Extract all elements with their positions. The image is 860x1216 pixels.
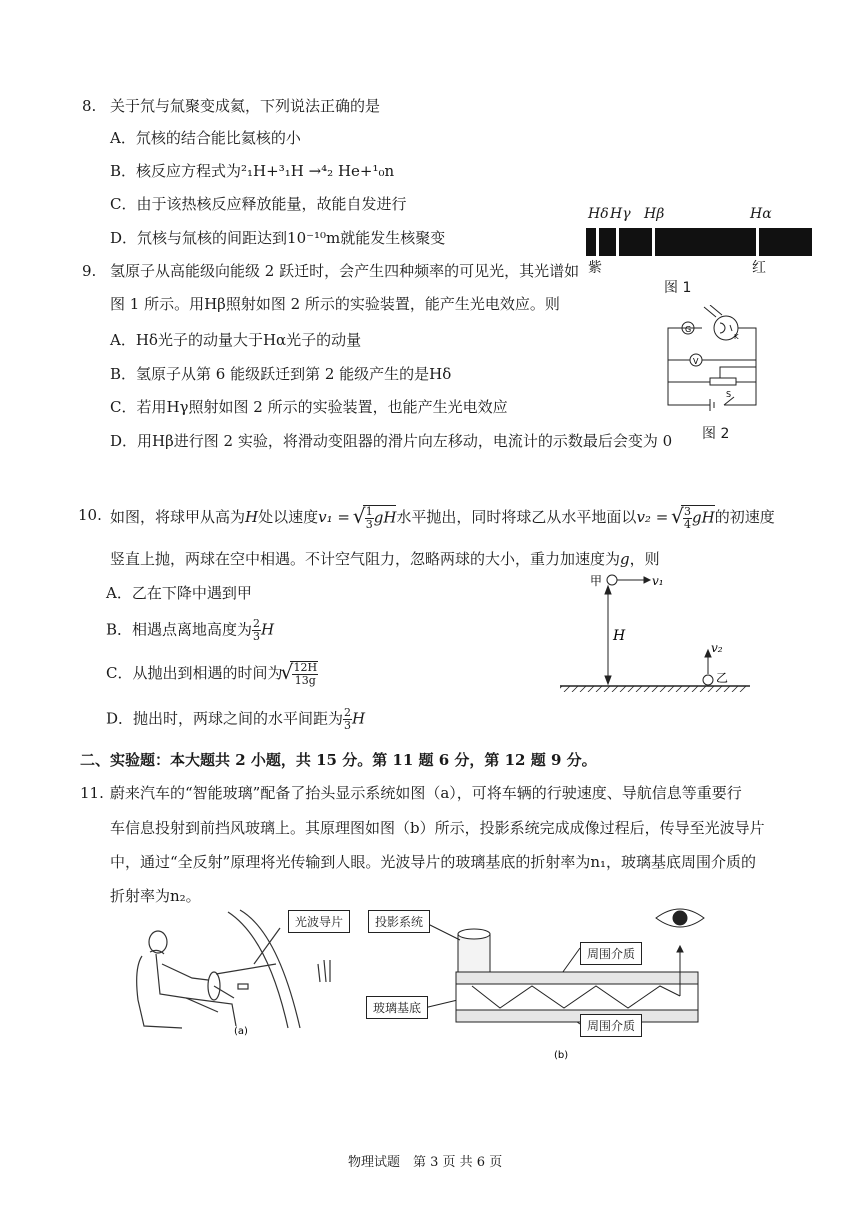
q11-number: 11. bbox=[80, 784, 104, 802]
q8-stem: 关于氘与氚聚变成氦，下列说法正确的是 bbox=[110, 97, 381, 115]
spectrum-bar bbox=[586, 228, 812, 256]
q10-stem-text-6: ，则 bbox=[629, 550, 660, 568]
h-gamma-label: Hγ bbox=[610, 206, 631, 222]
q10-v1-fraction bbox=[365, 506, 374, 531]
h-delta-label: Hδ bbox=[588, 206, 609, 222]
q10-option-a: A．乙在下降中遇到甲 bbox=[106, 584, 252, 602]
q8-option-d-text: D．氘核与氚核的间距达到 bbox=[110, 229, 288, 247]
h-beta-label: Hβ bbox=[644, 206, 665, 222]
q10-projectile-figure bbox=[560, 568, 760, 692]
q10-v1-gh: gH bbox=[373, 508, 397, 527]
q8-option-d-value: 10⁻¹⁰m bbox=[287, 229, 341, 247]
red-label: 红 bbox=[752, 260, 766, 276]
q10-number: 10. bbox=[78, 506, 102, 524]
medium-top-label: 周围介质 bbox=[580, 942, 642, 965]
q9-option-a: A．Hδ光子的动量大于Hα光子的动量 bbox=[110, 331, 362, 349]
q10-v1-numerator: √ 1 bbox=[365, 505, 373, 518]
glass-substrate-label: 玻璃基底 bbox=[366, 996, 428, 1019]
q10-stem-line-1 bbox=[110, 505, 775, 531]
q10-option-d-denominator: 3 bbox=[344, 719, 352, 732]
q10-stem-h: H bbox=[245, 508, 259, 526]
q10-option-d-text: D．抛出时，两球之间的水平间距为 bbox=[106, 709, 344, 728]
q10-stem-text-3: 水平抛出，同时将球乙从水平地面以 bbox=[396, 508, 637, 526]
galvanometer-label: G bbox=[685, 325, 692, 334]
q9-option-c: C．若用Hγ照射如图 2 所示的实验装置，也能产生光电效应 bbox=[110, 398, 508, 416]
q10-option-d-numerator: 2 bbox=[344, 706, 352, 719]
q10-option-b-numerator: 2 bbox=[253, 617, 261, 630]
q10-stem-line-2 bbox=[110, 549, 660, 569]
q10-option-d bbox=[106, 707, 365, 732]
q9-stem-line-1: 氢原子从高能级向能级 2 跃迁时，会产生四种频率的可见光，其光谱如 bbox=[110, 262, 580, 280]
q10-option-d-fraction bbox=[343, 707, 352, 732]
q9-stem-line-2: 图 1 所示。用Hβ照射如图 2 所示的实验装置，能产生光电效应。则 bbox=[110, 295, 560, 313]
projector-label: 投影系统 bbox=[368, 910, 430, 933]
q8-option-d bbox=[110, 228, 445, 248]
page-footer: 物理试题 第 3 页 共 6 页 bbox=[348, 1155, 503, 1170]
q10-v1-denominator: 3 bbox=[365, 518, 373, 531]
q11-line-2: 车信息投射到前挡风玻璃上。其原理图如图（b）所示，投影系统完成成像过程后，传导至光波导片 bbox=[110, 819, 765, 837]
medium-bottom-label: 周围介质 bbox=[580, 1014, 642, 1037]
figure-a-caption: (a) bbox=[234, 1026, 248, 1037]
q10-option-b bbox=[106, 618, 274, 643]
q10-stem-g: g bbox=[620, 550, 630, 568]
q10-stem-text-2: 处以速度 bbox=[258, 508, 319, 526]
q10-v1-root bbox=[363, 505, 397, 531]
q10-option-b-h: H bbox=[261, 620, 275, 639]
q10-v2-symbol: v₂ = bbox=[636, 508, 669, 526]
q8-option-b bbox=[110, 161, 394, 181]
q10-stem-text-4: 的初速度 bbox=[714, 508, 775, 526]
q10-option-d-h: H bbox=[352, 709, 366, 728]
v1-arrow-label: v₁ bbox=[652, 574, 664, 588]
q10-v2-gh: gH bbox=[692, 508, 715, 527]
figure-1-caption: 图 1 bbox=[664, 280, 692, 296]
q10-option-c-text: C．从抛出到相遇的时间为 bbox=[106, 664, 283, 682]
height-h-label: H bbox=[613, 628, 626, 644]
figure-2-circuit bbox=[658, 305, 770, 413]
q11-line-3: 中，通过“全反射”原理将光传输到人眼。光波导片的玻璃基底的折射率为n₁，玻璃基底周围介质的 bbox=[110, 853, 757, 871]
q10-option-c-fraction bbox=[292, 662, 318, 687]
q10-v2-numerator: √ 3 bbox=[684, 505, 692, 518]
q8-option-d-text-end: 就能发生核聚变 bbox=[340, 229, 446, 247]
cathode-label: K bbox=[734, 333, 739, 341]
figure-b-caption: (b) bbox=[554, 1050, 569, 1061]
q10-option-c bbox=[106, 661, 318, 687]
q10-v1-symbol: v₁ = bbox=[318, 508, 350, 526]
h-alpha-label: Hα bbox=[750, 206, 772, 222]
v2-arrow-label: v₂ bbox=[711, 641, 723, 655]
q8-option-a: A．氘核的结合能比氦核的小 bbox=[110, 129, 301, 147]
q10-v2-fraction bbox=[683, 506, 692, 531]
q10-option-b-fraction bbox=[252, 618, 261, 643]
q9-option-b: B．氢原子从第 6 能级跃迁到第 2 能级产生的是Hδ bbox=[110, 365, 452, 383]
ball-yi-label: 乙 bbox=[716, 671, 729, 685]
q10-v2-root bbox=[681, 505, 715, 531]
q11-line-1: 蔚来汽车的“智能玻璃”配备了抬头显示系统如图（a），可将车辆的行驶速度、导航信息等重要行 bbox=[110, 784, 742, 802]
figure-1-spectrum bbox=[586, 206, 812, 256]
waveguide-label: 光波导片 bbox=[288, 910, 350, 933]
ball-jia-label: 甲 bbox=[590, 574, 603, 588]
q8-option-c: C．由于该热核反应释放能量，故能自发进行 bbox=[110, 195, 407, 213]
q10-option-c-numerator: √ 12H bbox=[293, 661, 318, 674]
figure-2-caption: 图 2 bbox=[702, 426, 730, 442]
q10-option-b-denominator: 3 bbox=[253, 630, 261, 643]
q10-v2-denominator: 4 bbox=[684, 518, 692, 531]
q8-option-b-text: B．核反应方程式为 bbox=[110, 162, 242, 180]
q10-option-b-text: B．相遇点离地高度为 bbox=[106, 620, 253, 639]
q10-stem-text-5: 竖直上抛，两球在空中相遇。不计空气阻力，忽略两球的大小，重力加速度为 bbox=[110, 550, 621, 568]
q8-option-b-equation: ²₁H+³₁H →⁴₂ He+¹₀n bbox=[241, 162, 395, 180]
q10-option-c-denominator: 13g bbox=[294, 674, 316, 687]
section-2-heading: 二、实验题：本大题共 2 小题，共 15 分。第 11 题 6 分，第 12 题 9 分。 bbox=[80, 751, 597, 769]
q10-option-c-root bbox=[290, 661, 318, 687]
voltmeter-label: V bbox=[693, 357, 699, 366]
switch-label: S bbox=[726, 390, 732, 399]
q9-number: 9. bbox=[82, 262, 97, 280]
q10-stem-text-1: 如图，将球甲从高为 bbox=[110, 508, 246, 526]
violet-label: 紫 bbox=[588, 260, 602, 276]
q9-option-d: D．用Hβ进行图 2 实验，将滑动变阻器的滑片向左移动，电流计的示数最后会变为 0 bbox=[110, 432, 673, 450]
q8-number: 8. bbox=[82, 97, 97, 115]
q11-line-4: 折射率为n₂。 bbox=[110, 887, 201, 905]
